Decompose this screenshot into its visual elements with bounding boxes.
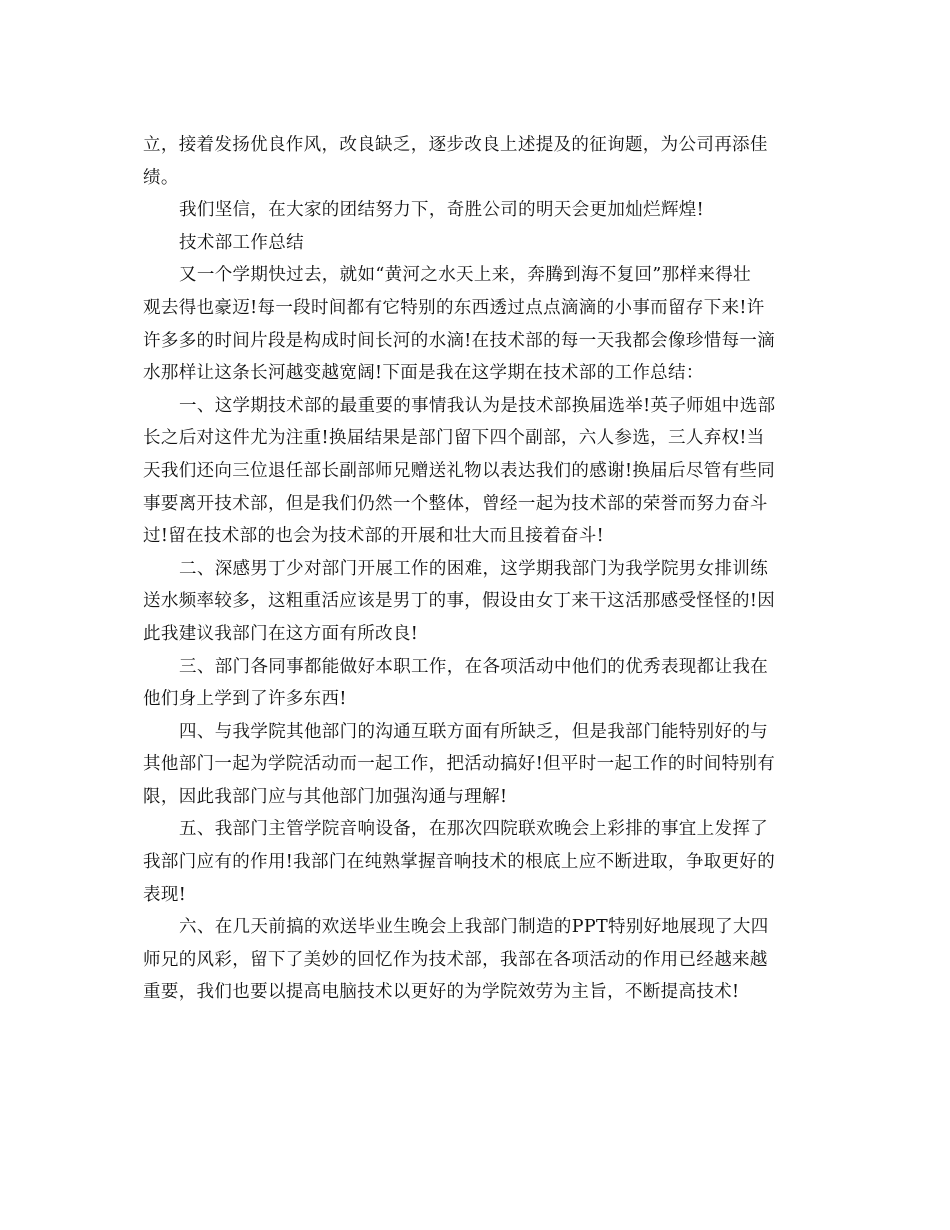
text-line: 四、与我学院其他部门的沟通互联方面有所缺乏，但是我部门能特别好的与 — [179, 721, 769, 742]
text-line: 他们身上学到了许多东西! — [143, 689, 347, 710]
text-line: 绩。 — [143, 167, 179, 188]
text-line: 又一个学期快过去，就如“黄河之水天上来，奔腾到海不复回”那样来得壮 — [179, 265, 751, 286]
text-line: 其他部门一起为学院活动而一起工作，把活动搞好!但平时一起工作的时间特别有 — [143, 754, 776, 775]
text-line: 天我们还向三位退任部长副部师兄赠送礼物以表达我们的感谢!换届后尽管有些同 — [143, 460, 776, 481]
text-line: 观去得也豪迈!每一段时间都有它特别的东西透过点点滴滴的小事而留存下来!许 — [143, 297, 765, 318]
text-line: 此我建议我部门在这方面有所改良! — [143, 623, 419, 644]
text-line: 许多多的时间片段是构成时间长河的水滴!在技术部的每一天我都会像珍惜每一滴 — [143, 330, 776, 351]
text-line: 三、部门各同事都能做好本职工作，在各项活动中他们的优秀表现都让我在 — [179, 656, 769, 677]
text-line: 我们坚信，在大家的团结努力下，奇胜公司的明天会更加灿烂辉煌! — [179, 200, 705, 221]
text-line: 技术部工作总结 — [179, 232, 304, 253]
text-line: 重要，我们也要以提高电脑技术以更好的为学院效劳为主旨，不断提高技术! — [143, 982, 740, 1003]
document-body — [143, 129, 810, 1009]
text-line: 我部门应有的作用!我部门在纯熟掌握音响技术的根底上应不断进取，争取更好的 — [143, 852, 776, 873]
text-line: 事要离开技术部，但是我们仍然一个整体，曾经一起为技术部的荣誉而努力奋斗 — [143, 493, 768, 514]
text-line: 表现! — [143, 884, 187, 905]
text-line: 长之后对这件尤为注重!换届结果是部门留下四个副部，六人参选，三人弃权!当 — [143, 428, 765, 449]
text-line: 二、深感男丁少对部门开展工作的困难，这学期我部门为我学院男女排训练 — [179, 558, 769, 579]
text-line: 过!留在技术部的也会为技术部的开展和壮大而且接着奋斗! — [143, 526, 605, 547]
text-line: 六、在几天前搞的欢送毕业生晚会上我部门制造的PPT特别好地展现了大四 — [179, 917, 769, 938]
text-line: 送水频率较多，这粗重活应该是男丁的事，假设由女丁来干这活那感受怪怪的!因 — [143, 591, 776, 612]
text-line: 立，接着发扬优良作风，改良缺乏，逐步改良上述提及的征询题，为公司再添佳 — [143, 135, 768, 155]
text-line: 师兄的风彩，留下了美妙的回忆作为技术部，我部在各项活动的作用已经越来越 — [143, 949, 768, 970]
text-line: 水那样让这条长河越变越宽阔!下面是我在这学期在技术部的工作总结： — [143, 363, 704, 384]
text-line: 五、我部门主管学院音响设备，在那次四院联欢晚会上彩排的事宜上发挥了 — [179, 819, 769, 840]
text-line: 限，因此我部门应与其他部门加强沟通与理解! — [143, 786, 508, 807]
text-line: 一、这学期技术部的最重要的事情我认为是技术部换届选举!英子师姐中选部 — [179, 395, 776, 416]
